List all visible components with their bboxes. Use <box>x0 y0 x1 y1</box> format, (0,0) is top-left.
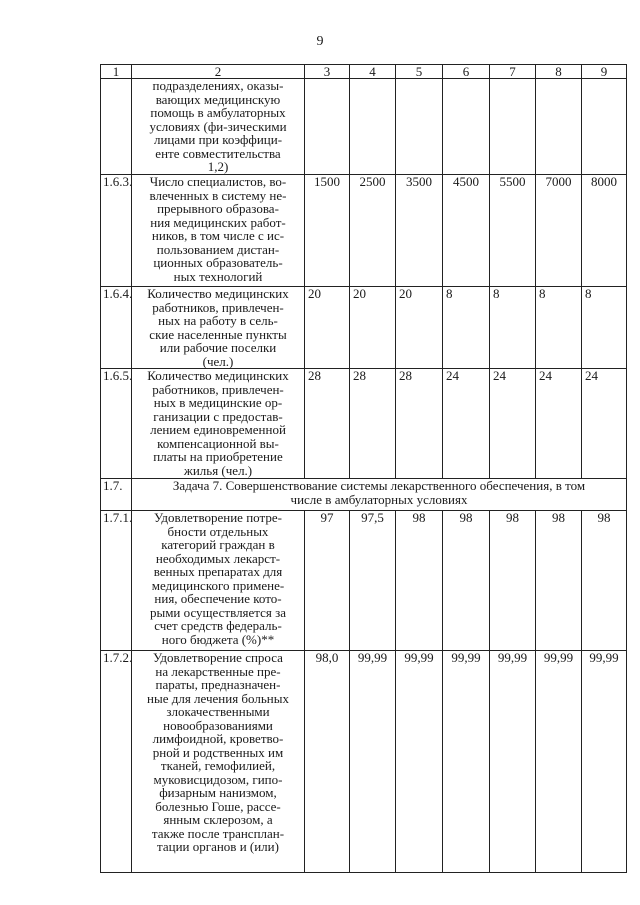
value-cell: 97 <box>305 511 350 651</box>
value-cell: 20 <box>350 287 396 369</box>
row-number: 1.7.1. <box>101 511 132 651</box>
value-cell: 24 <box>582 369 627 479</box>
value-cell: 3500 <box>396 175 443 287</box>
text-line: Удовлетворение спроса <box>153 650 283 665</box>
text-line: подразделениях, оказы- <box>152 78 284 93</box>
text-line: категорий граждан в <box>161 537 275 552</box>
value-cell: 98 <box>536 511 582 651</box>
text-line: работников, привлечен- <box>152 299 284 315</box>
text-line: янным склерозом, а <box>163 812 273 827</box>
value-cell <box>305 79 350 175</box>
text-line: ников, в том числе с ис- <box>151 228 285 243</box>
text-line: прерывного образова- <box>157 201 279 216</box>
text-line: лением единовременной <box>150 422 286 437</box>
table-row <box>101 79 627 175</box>
value-cell: 97,5 <box>350 511 396 651</box>
table-row <box>101 369 627 479</box>
value-cell: 5500 <box>490 175 536 287</box>
value-cell <box>396 79 443 175</box>
text-line: жилья (чел.) <box>183 462 253 478</box>
text-line: медицинского примене- <box>151 577 285 593</box>
text-line: на лекарственные пре- <box>155 663 281 679</box>
value-cell: 8000 <box>582 175 627 287</box>
text-line: (чел.) <box>202 353 234 369</box>
value-cell: 98,0 <box>305 651 350 873</box>
value-cell: 99,99 <box>350 651 396 873</box>
row-description <box>132 175 305 287</box>
value-cell: 99,99 <box>582 651 627 873</box>
text-line: болезнью Гоше, рассе- <box>155 798 281 814</box>
text-line: ские населенные пункты <box>149 326 287 342</box>
table-row <box>101 175 627 287</box>
text-line: помощь в амбулаторных <box>150 105 286 120</box>
text-line: Количество медицинских <box>147 368 289 383</box>
value-cell <box>443 79 490 175</box>
table-row <box>101 479 627 511</box>
text-line: Число специалистов, во- <box>149 174 287 189</box>
text-line: параты, предназначен- <box>155 677 281 692</box>
row-description <box>132 287 305 369</box>
text-line: тканей, гемофилией, <box>160 758 276 773</box>
value-cell <box>582 79 627 175</box>
value-cell: 4500 <box>443 175 490 287</box>
row-number: 1.6.3. <box>101 175 132 287</box>
row-description <box>132 79 305 175</box>
text-line: енте совместительства <box>155 145 281 161</box>
text-line: ного бюджета (%)** <box>161 631 275 647</box>
value-cell: 28 <box>350 369 396 479</box>
text-line: влеченных в систему не- <box>149 187 287 203</box>
header-cell: 3 <box>305 65 350 79</box>
text-line: Задача 7. Совершенствование системы лекарственного обеспечения, в том <box>172 478 586 493</box>
row-description <box>132 511 305 651</box>
value-cell: 8 <box>536 287 582 369</box>
value-cell: 98 <box>443 511 490 651</box>
text-line: ных в медицинские ор- <box>153 395 283 410</box>
value-cell: 98 <box>582 511 627 651</box>
value-cell: 28 <box>305 369 350 479</box>
value-cell: 24 <box>490 369 536 479</box>
row-description <box>132 651 305 873</box>
value-cell: 2500 <box>350 175 396 287</box>
value-cell: 20 <box>305 287 350 369</box>
text-line: платы на приобретение <box>153 449 283 464</box>
row-number: 1.7. <box>101 479 132 511</box>
value-cell: 24 <box>536 369 582 479</box>
header-cell: 8 <box>536 65 582 79</box>
value-cell: 99,99 <box>396 651 443 873</box>
text-line: необходимых лекарст- <box>155 550 281 566</box>
text-line: пользованием дистан- <box>156 241 280 257</box>
text-line: вающих медицинскую <box>155 91 281 107</box>
text-line: компенсационной вы- <box>157 435 279 451</box>
text-line: 1,2) <box>207 159 229 174</box>
header-cell: 1 <box>101 65 132 79</box>
value-cell: 1500 <box>305 175 350 287</box>
header-cell: 2 <box>132 65 305 79</box>
table-row <box>101 287 627 369</box>
value-cell: 98 <box>396 511 443 651</box>
header-cell: 6 <box>443 65 490 79</box>
value-cell: 99,99 <box>536 651 582 873</box>
text-line: рыми осуществляется за <box>149 604 287 620</box>
text-line: ные для лечения больных <box>147 690 289 706</box>
text-line: рной и родственных им <box>152 744 284 760</box>
row-number <box>101 79 132 175</box>
text-line: числе в амбулаторных условиях <box>290 491 468 507</box>
text-line: Удовлетворение потре- <box>154 510 282 525</box>
header-cell: 4 <box>350 65 396 79</box>
value-cell: 99,99 <box>490 651 536 873</box>
header-row <box>101 65 627 79</box>
header-cell: 7 <box>490 65 536 79</box>
row-number: 1.6.4. <box>101 287 132 369</box>
row-number: 1.7.2. <box>101 651 132 873</box>
value-cell: 7000 <box>536 175 582 287</box>
text-line: ных технологий <box>173 268 263 284</box>
header-cell: 5 <box>396 65 443 79</box>
value-cell: 8 <box>490 287 536 369</box>
text-line: ния, обеспечение кото- <box>154 591 282 606</box>
text-line: венных препаратах для <box>153 564 283 579</box>
value-cell: 98 <box>490 511 536 651</box>
table-row <box>101 511 627 651</box>
text-line: ганизации с предостав- <box>153 408 283 424</box>
text-line: злокачественными <box>166 704 270 719</box>
value-cell: 99,99 <box>443 651 490 873</box>
text-line: ных на работу в сель- <box>158 313 278 328</box>
value-cell: 20 <box>396 287 443 369</box>
value-cell: 8 <box>443 287 490 369</box>
row-description <box>132 369 305 479</box>
table-body <box>101 65 627 873</box>
text-line: счет средств федераль- <box>154 618 282 633</box>
text-line: условиях (фи-зическими <box>149 118 287 134</box>
text-line: ния медицинских работ- <box>150 214 286 230</box>
header-cell: 9 <box>582 65 627 79</box>
text-line: или рабочие поселки <box>159 340 277 355</box>
text-line: Количество медицинских <box>147 286 289 301</box>
text-line: тации органов и (или) <box>157 839 279 854</box>
page-number: 9 <box>316 34 324 49</box>
text-line: новообразованиями <box>163 717 273 733</box>
text-line: лимфоидной, кроветво- <box>152 731 284 746</box>
text-line: бности отдельных <box>167 523 269 539</box>
row-number: 1.6.5. <box>101 369 132 479</box>
text-line: работников, привлечен- <box>152 381 284 397</box>
value-cell <box>350 79 396 175</box>
text-line: также после трансплан- <box>151 825 285 841</box>
value-cell: 8 <box>582 287 627 369</box>
text-line: муковисцидозом, гипо- <box>153 771 283 787</box>
indicators-table <box>100 64 627 873</box>
text-line: лицами при коэффици- <box>153 132 283 147</box>
text-line: физарным нанизмом, <box>159 785 277 800</box>
task-title <box>132 479 627 511</box>
value-cell: 24 <box>443 369 490 479</box>
table-row <box>101 651 627 873</box>
text-line: ционных образователь- <box>153 255 283 270</box>
value-cell <box>490 79 536 175</box>
value-cell: 28 <box>396 369 443 479</box>
value-cell <box>536 79 582 175</box>
